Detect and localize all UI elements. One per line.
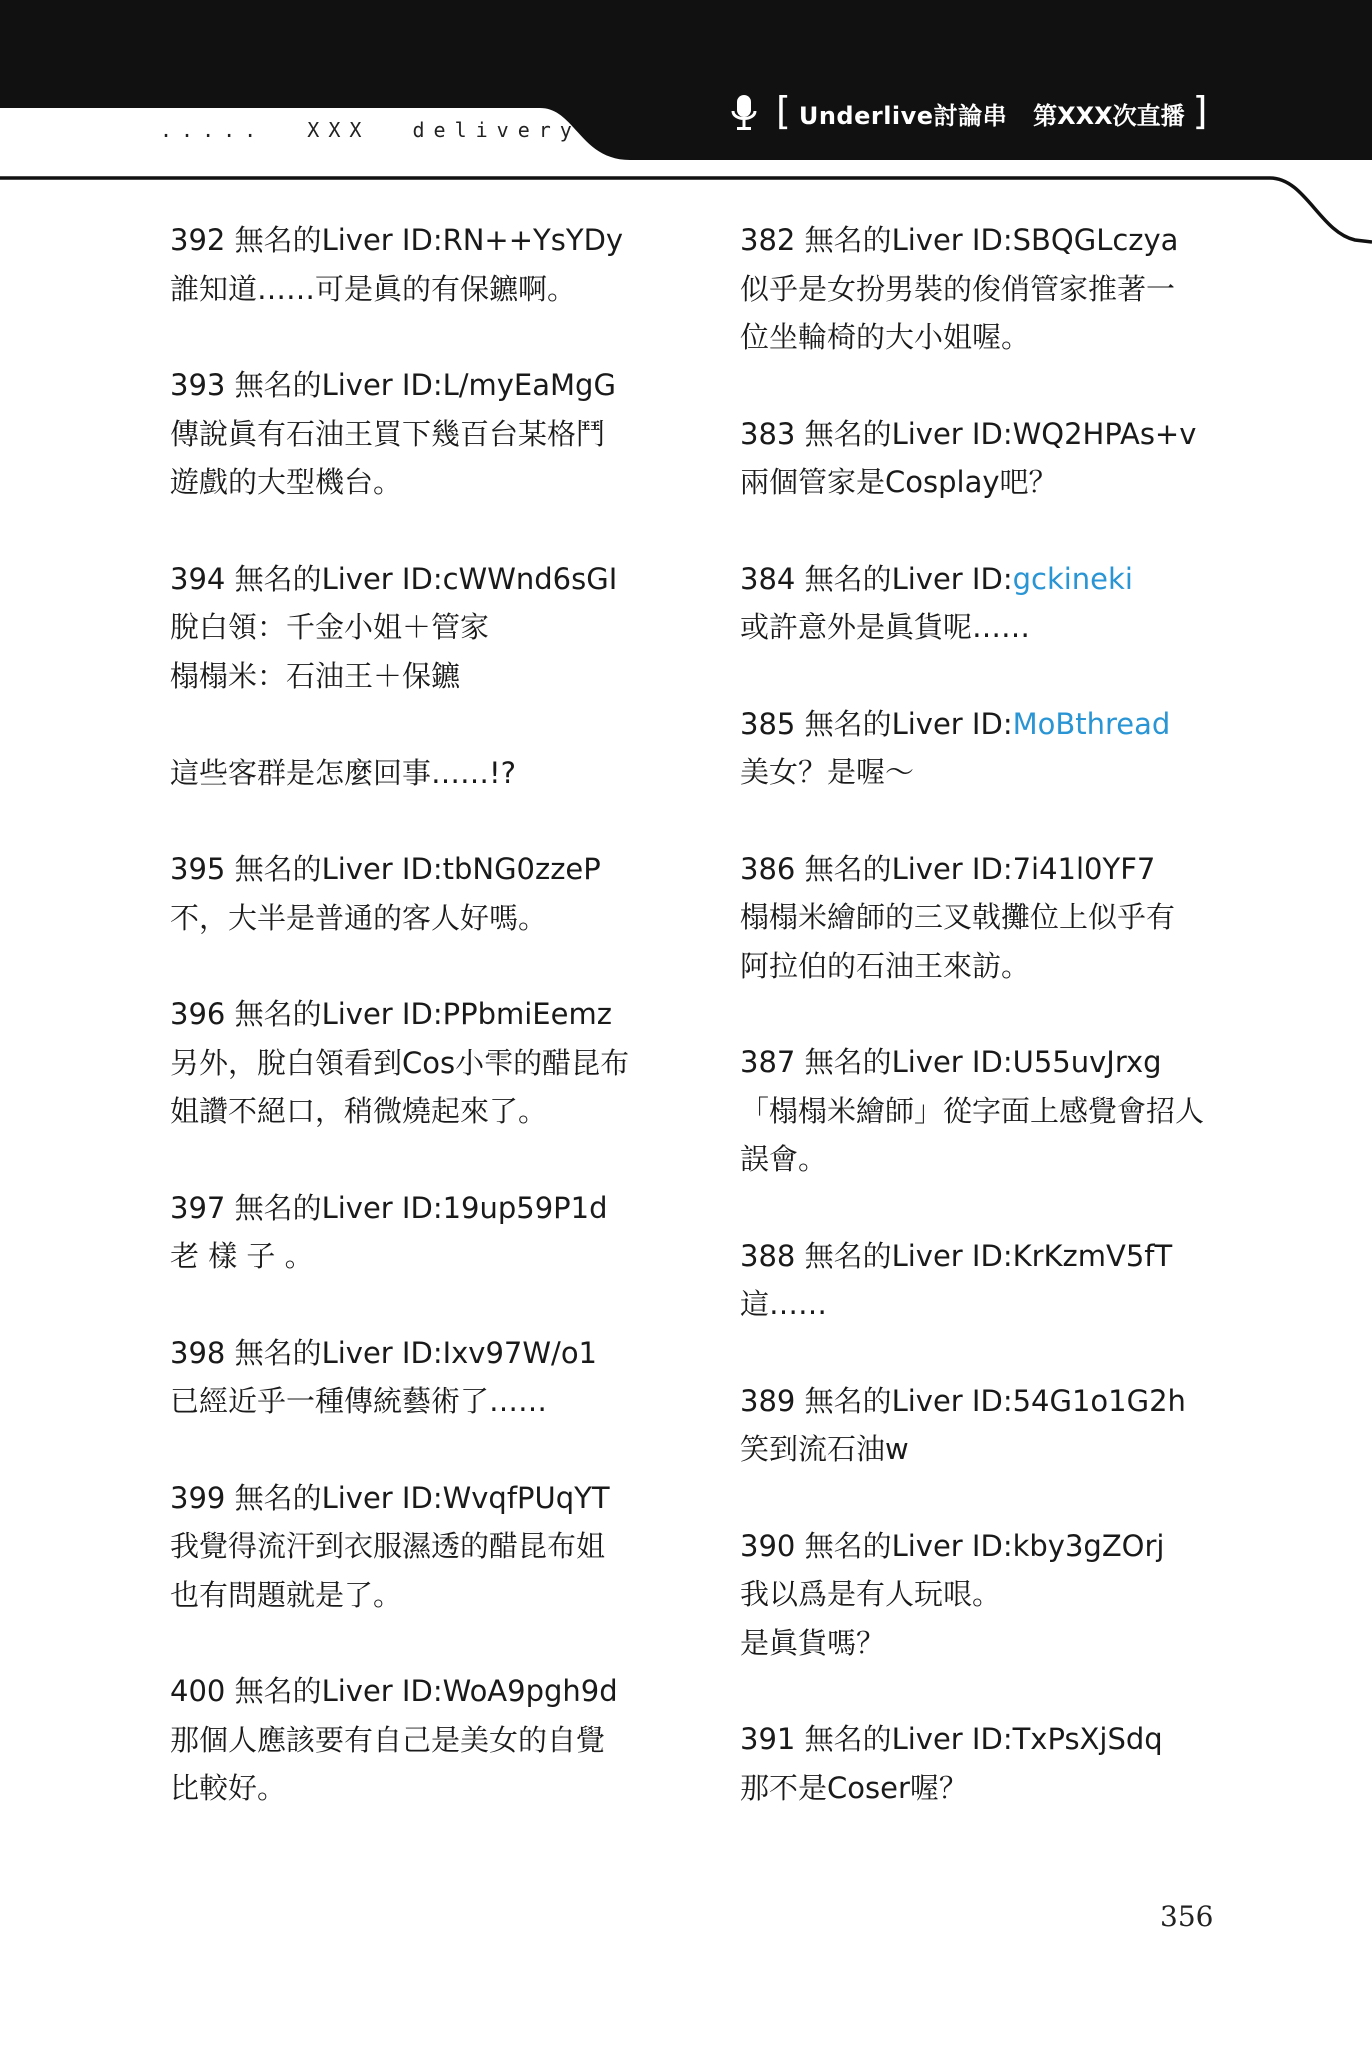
post-header: [170, 1184, 670, 1233]
post-header: [170, 555, 670, 604]
post: [740, 1038, 1240, 1184]
post-id: WoA9pgh9d: [442, 1674, 618, 1708]
post-number-name: 382 無名的Liver ID:: [740, 223, 1013, 257]
post-header: [170, 1474, 670, 1523]
post-number-name: 390 無名的Liver ID:: [740, 1528, 1013, 1563]
post-header: [740, 1232, 1240, 1281]
post-id: Ixv97W/o1: [442, 1335, 598, 1370]
post: [740, 216, 1240, 362]
post: [170, 1667, 670, 1813]
post: [740, 410, 1240, 507]
post-header: [740, 1038, 1240, 1087]
post-body-line: 這些客群是怎麼回事……!?: [170, 755, 517, 790]
post-number-name: 397 無名的Liver ID:: [170, 1190, 443, 1225]
post-body-line: 另外，脫白領看到Cos小雫的醋昆布: [170, 1045, 630, 1080]
post: [740, 845, 1240, 991]
post: [170, 990, 670, 1136]
post: [740, 1377, 1240, 1474]
post: [170, 845, 670, 942]
post-number-name: 389 無名的Liver ID:: [740, 1383, 1013, 1418]
post: [170, 555, 670, 798]
post-body-line: 老 樣 子 。: [170, 1239, 314, 1273]
post-id: 54G1o1G2h: [1012, 1383, 1186, 1418]
post-body-line: [170, 700, 670, 749]
bracket-open: [: [776, 89, 791, 133]
post-id: L/myEaMgG: [442, 368, 616, 402]
post: [740, 555, 1240, 652]
post-body-line: 「榻榻米繪師」從字面上感覺會招人: [740, 1093, 1205, 1128]
post-header: [170, 1329, 670, 1378]
post-header: [740, 700, 1240, 749]
post-body-line: 脫白領：千金小姐＋管家: [170, 610, 490, 644]
post-number-name: 391 無名的Liver ID:: [740, 1722, 1013, 1756]
post-number-name: 385 無名的Liver ID:: [740, 706, 1013, 741]
thread-name: Underlive討論串: [798, 101, 1008, 130]
post-header: [740, 555, 1240, 604]
post-number-name: 387 無名的Liver ID:: [740, 1045, 1013, 1079]
post: [740, 1715, 1240, 1812]
post-id: 19up59P1d: [442, 1190, 608, 1225]
post-header: [740, 410, 1240, 459]
post-id: WvqfPUqYT: [442, 1480, 610, 1515]
post-body-line: 也有問題就是了。: [170, 1577, 403, 1612]
post-body-line: 誤會。: [740, 1142, 828, 1176]
post-body-line: 或許意外是眞貨呢……: [740, 610, 1031, 644]
post-header: [740, 216, 1240, 265]
post-header: [740, 845, 1240, 894]
post-number-name: 386 無名的Liver ID:: [740, 851, 1013, 886]
post-number-name: 384 無名的Liver ID:: [740, 561, 1013, 596]
post-header: [170, 990, 670, 1039]
post-id[interactable]: gckineki: [1012, 561, 1133, 596]
left-column: [170, 216, 670, 1861]
post-number-name: 393 無名的Liver ID:: [170, 368, 443, 402]
post-body-line: 榻榻米繪師的三叉戟攤位上似乎有: [740, 900, 1176, 934]
post-header: [740, 1377, 1240, 1426]
post-id: U55uvJrxg: [1012, 1045, 1162, 1079]
post-id: RN++YsYDy: [442, 223, 624, 257]
post: [740, 1232, 1240, 1329]
broadcast-label: 第XXX次直播: [1033, 101, 1185, 130]
post-header: [740, 1522, 1240, 1571]
post-id: 7i41l0YF7: [1012, 851, 1156, 886]
post-body-line: 誰知道……可是眞的有保鑣啊。: [170, 271, 577, 306]
post-id: TxPsXjSdq: [1012, 1722, 1163, 1756]
post-number-name: 398 無名的Liver ID:: [170, 1335, 443, 1370]
post-body-line: 我以爲是有人玩哏。: [740, 1577, 1002, 1611]
post-body-line: 不，大半是普通的客人好嗎。: [170, 900, 548, 935]
post-number-name: 395 無名的Liver ID:: [170, 852, 443, 886]
post-id: WQ2HPAs+v: [1012, 416, 1197, 451]
running-header-delivery: ..... XXX delivery: [160, 118, 581, 142]
post-number-name: 388 無名的Liver ID:: [740, 1238, 1013, 1273]
post-body-line: 似乎是女扮男裝的俊俏管家推著一: [740, 271, 1176, 306]
right-column: [740, 216, 1240, 1860]
post-body-line: 姐讚不絕口，稍微燒起來了。: [170, 1094, 548, 1128]
post-body-line: 是眞貨嗎？: [740, 1625, 886, 1660]
post-body-line: 榻榻米：石油王＋保鑣: [170, 658, 461, 693]
post: [170, 361, 670, 507]
post-body-line: 那不是Coser喔？: [740, 1770, 968, 1805]
post-number-name: 396 無名的Liver ID:: [170, 997, 443, 1031]
microphone-icon: [730, 93, 758, 133]
post-body-line: 比較好。: [170, 1771, 287, 1805]
post: [740, 1522, 1240, 1668]
post-body-line: 傳說眞有石油王買下幾百台某格鬥: [170, 416, 606, 451]
post-id: KrKzmV5fT: [1012, 1238, 1173, 1273]
post: [740, 700, 1240, 797]
post-body-line: 這……: [740, 1287, 828, 1321]
post-body-line: 位坐輪椅的大小姐喔。: [740, 320, 1031, 354]
post-body-line: 遊戲的大型機台。: [170, 465, 403, 499]
post: [170, 1184, 670, 1281]
post-header: [170, 361, 670, 410]
post-id[interactable]: MoBthread: [1012, 706, 1171, 741]
post-body-line: 兩個管家是Cosplay吧？: [740, 465, 1058, 499]
post-body-line: 阿拉伯的石油王來訪。: [740, 948, 1031, 983]
post-body-line: 我覺得流汗到衣服濕透的醋昆布姐: [170, 1529, 606, 1563]
post-id: tbNG0zzeP: [442, 852, 601, 886]
post-header: [170, 216, 670, 265]
post-body-line: 那個人應該要有自己是美女的自覺: [170, 1722, 606, 1757]
post-header: [740, 1715, 1240, 1764]
post-id: cWWnd6sGI: [442, 561, 618, 596]
post-number-name: 400 無名的Liver ID:: [170, 1674, 443, 1708]
post: [170, 1329, 670, 1426]
post-number-name: 399 無名的Liver ID:: [170, 1480, 443, 1515]
page-number: 356: [1160, 1900, 1214, 1933]
post-number-name: 383 無名的Liver ID:: [740, 416, 1013, 451]
post-id: kby3gZOrj: [1012, 1528, 1165, 1563]
bracket-close: ]: [1192, 89, 1208, 133]
post-number-name: 394 無名的Liver ID:: [170, 561, 443, 596]
post-header: [170, 1667, 670, 1716]
post-body-line: 已經近乎一種傳統藝術了……: [170, 1384, 548, 1418]
post-number-name: 392 無名的Liver ID:: [170, 223, 443, 257]
post-body-line: 美女？是喔～: [740, 755, 915, 789]
post-header: [170, 845, 670, 894]
post-id: PPbmiEemz: [442, 997, 612, 1031]
post: [170, 1474, 670, 1620]
post: [170, 216, 670, 313]
thread-title: [730, 90, 1215, 136]
post-id: SBQGLczya: [1012, 223, 1179, 257]
post-body-line: 笑到流石油w: [740, 1432, 909, 1466]
